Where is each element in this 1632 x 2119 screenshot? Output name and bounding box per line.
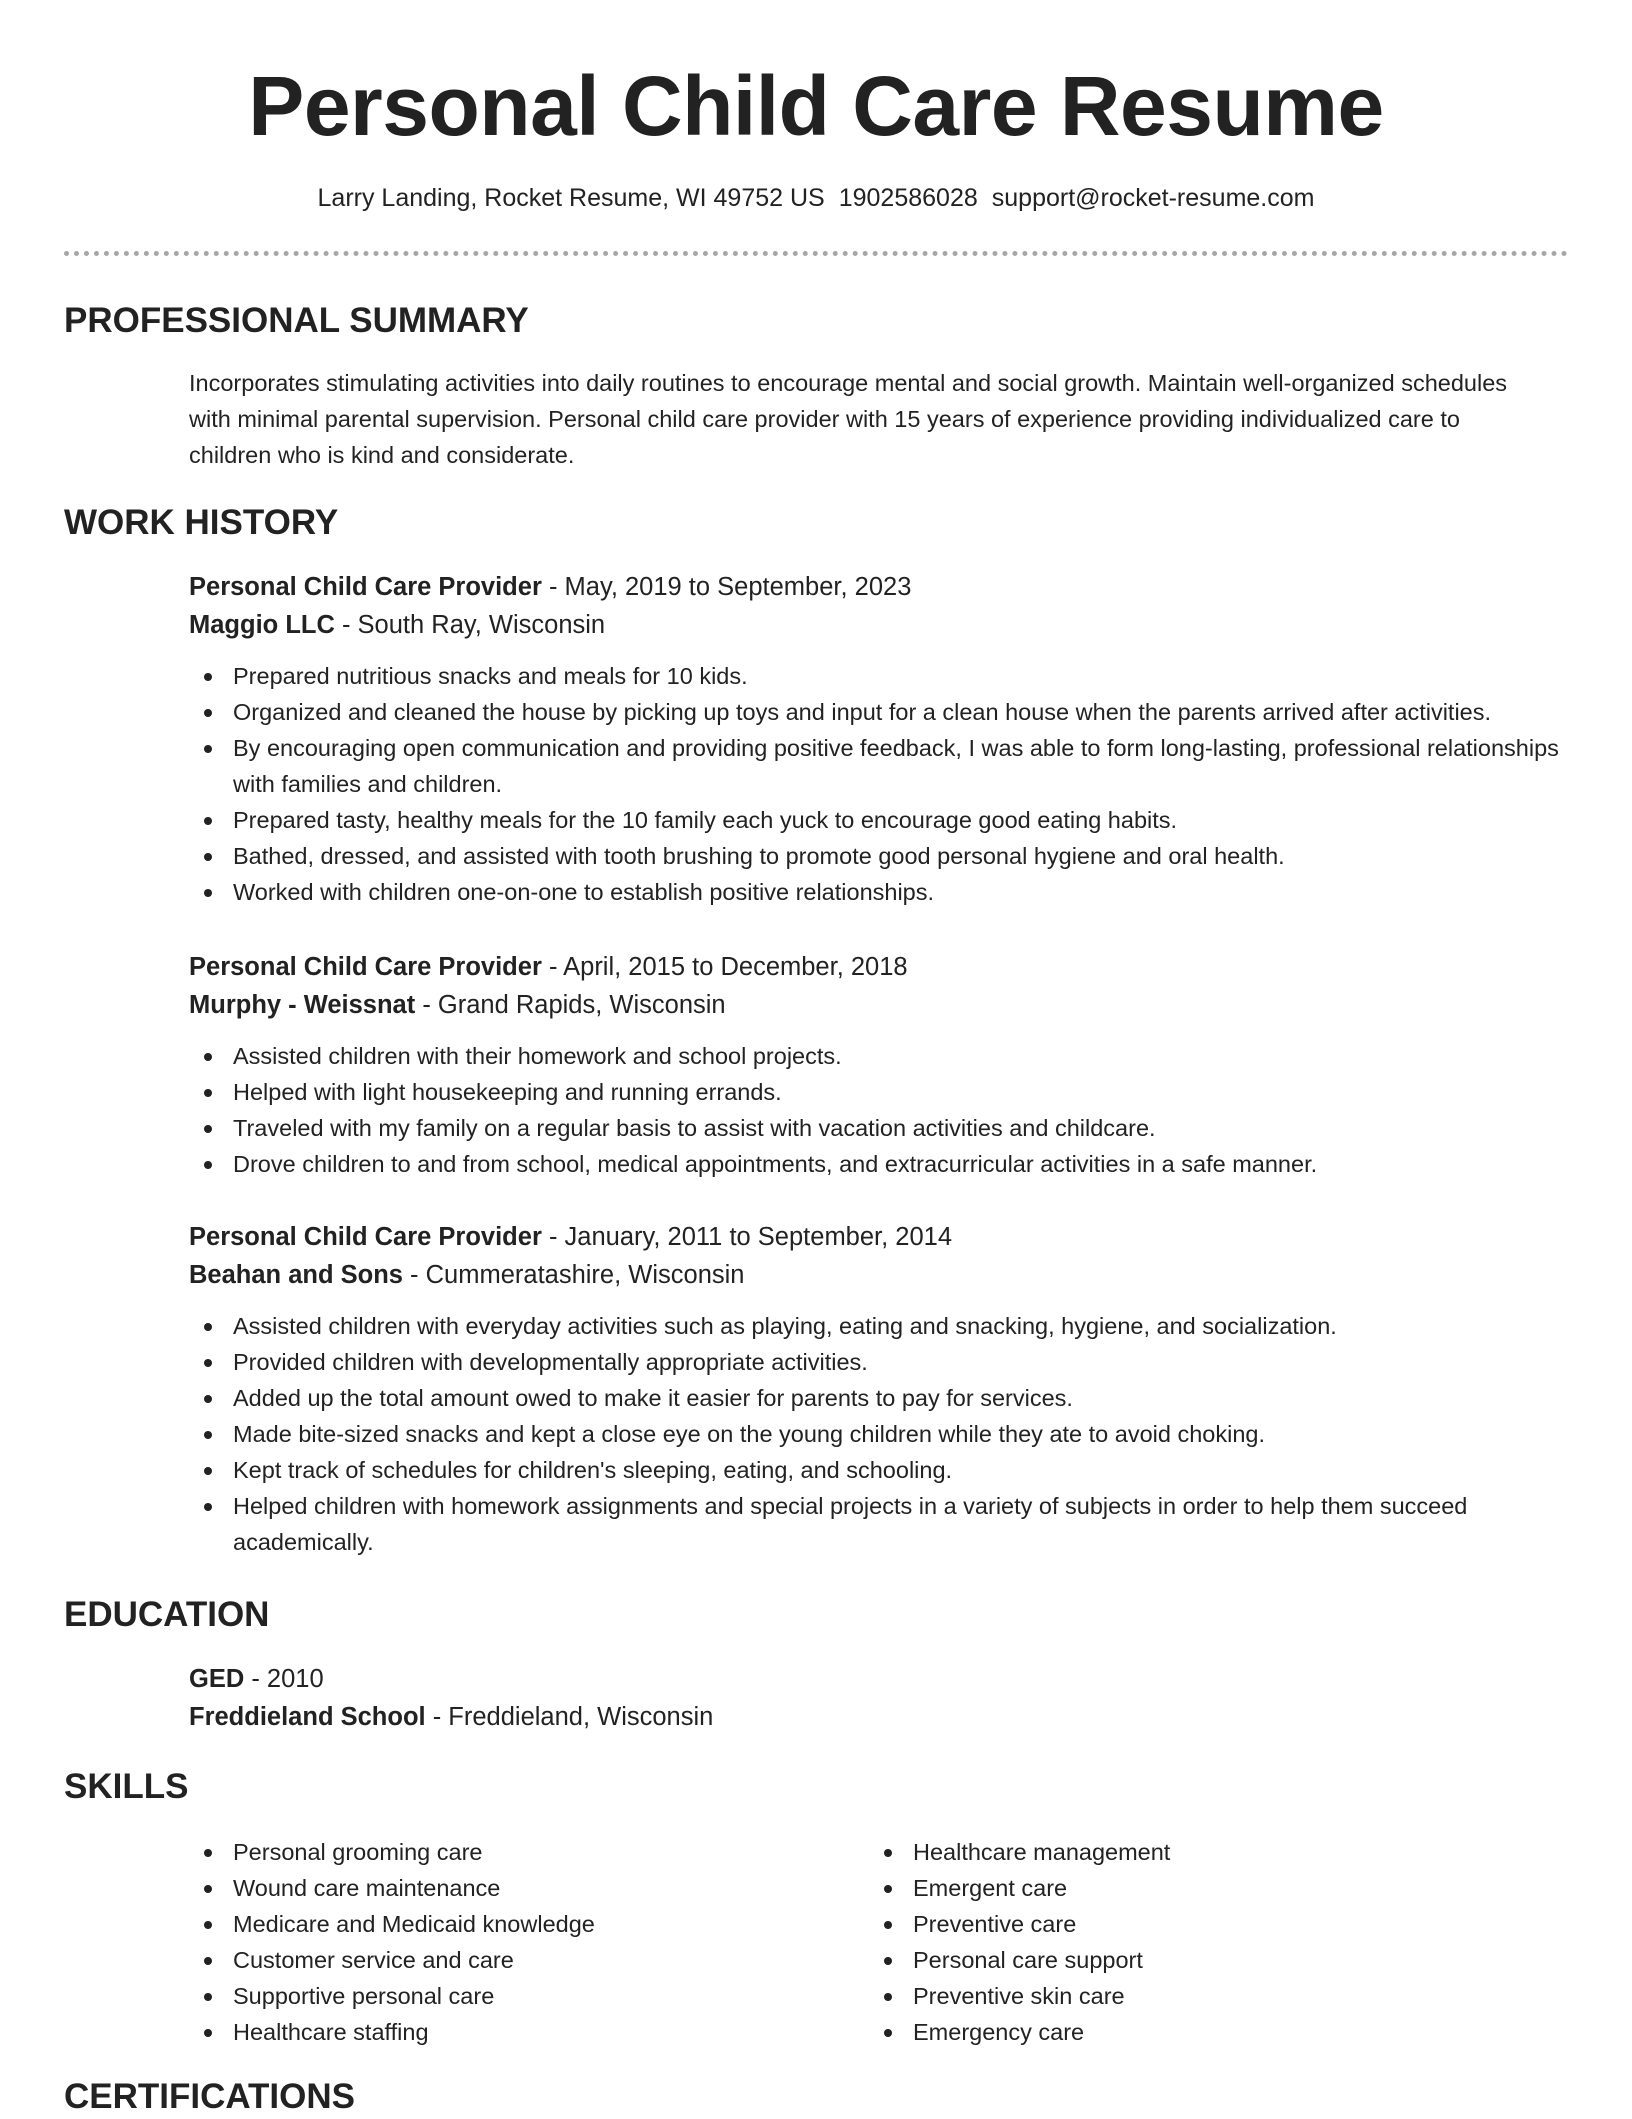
skill-item: Healthcare management: [869, 1834, 1513, 1870]
education-location: - Freddieland, Wisconsin: [425, 1703, 714, 1731]
skill-item: Emergent care: [869, 1870, 1513, 1906]
job-company: Murphy - Weissnat: [189, 991, 416, 1019]
skill-item: Supportive personal care: [189, 1978, 833, 2014]
job-bullet: Made bite-sized snacks and kept a close eye on the young children while they ate to avoid choking.: [189, 1416, 1599, 1452]
job-bullet: Helped children with homework assignments and special projects in a variety of subjects in order to help them succeed academically.: [189, 1488, 1599, 1560]
job-entry: [189, 1218, 1589, 1560]
resume-title: Personal Child Care Resume: [248, 59, 1384, 153]
job-title: Personal Child Care Provider: [189, 1223, 542, 1251]
section-heading-work-history: WORK HISTORY: [64, 503, 339, 542]
section-heading-summary: PROFESSIONAL SUMMARY: [64, 301, 529, 340]
job-bullet: Drove children to and from school, medical appointments, and extracurricular activities in a safe manner.: [189, 1146, 1599, 1182]
contact-phone: 1902586028: [838, 184, 978, 212]
job-title-line: [189, 948, 1589, 986]
job-bullet: Assisted children with their homework and school projects.: [189, 1038, 1599, 1074]
contact-line: [0, 182, 1632, 214]
skill-item: Customer service and care: [189, 1942, 833, 1978]
job-bullet: Traveled with my family on a regular basis to assist with vacation activities and childcare.: [189, 1110, 1599, 1146]
job-bullet: Added up the total amount owed to make it easier for parents to pay for services.: [189, 1380, 1599, 1416]
job-bullet: Assisted children with everyday activities such as playing, eating and snacking, hygiene, and socialization.: [189, 1308, 1599, 1344]
summary-text: Incorporates stimulating activities into daily routines to encourage mental and social growth. Maintain well-organized schedules with minimal parental supervision. Personal child care provider with 15 years of experience providing individualized care to children who is kind and considerate.: [189, 370, 1508, 468]
job-location: - Grand Rapids, Wisconsin: [415, 991, 726, 1019]
job-dates: - May, 2019 to September, 2023: [541, 573, 912, 601]
job-bullet: Prepared nutritious snacks and meals for 10 kids.: [189, 658, 1599, 694]
education-school: Freddieland School: [189, 1703, 426, 1731]
job-title-line: [189, 568, 1589, 606]
job-bullet: Worked with children one-on-one to establish positive relationships.: [189, 874, 1599, 910]
skills-column-right: [869, 1834, 1513, 2050]
job-bullet: Bathed, dressed, and assisted with tooth brushing to promote good personal hygiene and oral health.: [189, 838, 1599, 874]
skill-item: Personal care support: [869, 1942, 1513, 1978]
skills-column-left: [189, 1834, 833, 2050]
skill-item: Personal grooming care: [189, 1834, 833, 1870]
education-entry: [189, 1660, 1589, 1736]
job-entry: [189, 948, 1589, 1182]
job-dates: - January, 2011 to September, 2014: [541, 1223, 953, 1251]
education-year: - 2010: [244, 1665, 324, 1693]
job-title: Personal Child Care Provider: [189, 953, 542, 981]
job-company: Maggio LLC: [189, 611, 335, 639]
skill-item: Healthcare staffing: [189, 2014, 833, 2050]
skill-item: Preventive skin care: [869, 1978, 1513, 2014]
section-heading-education: EDUCATION: [64, 1595, 270, 1634]
section-heading-certifications: CERTIFICATIONS: [64, 2077, 356, 2116]
skill-item: Emergency care: [869, 2014, 1513, 2050]
job-company-line: [189, 606, 1589, 644]
education-degree-line: [189, 1660, 1589, 1698]
education-degree: GED: [189, 1665, 245, 1693]
job-company-line: [189, 1256, 1589, 1294]
job-bullets: [189, 1308, 1589, 1560]
job-company: Beahan and Sons: [189, 1261, 403, 1289]
job-bullets: [189, 1038, 1589, 1182]
skill-item: Preventive care: [869, 1906, 1513, 1942]
job-entry: [189, 568, 1589, 910]
job-bullet: Provided children with developmentally appropriate activities.: [189, 1344, 1599, 1380]
job-bullet: Helped with light housekeeping and running errands.: [189, 1074, 1599, 1110]
section-heading-skills: SKILLS: [64, 1767, 189, 1806]
job-location: - Cummeratashire, Wisconsin: [402, 1261, 745, 1289]
job-bullets: [189, 658, 1589, 910]
contact-address: Larry Landing, Rocket Resume, WI 49752 US: [317, 184, 825, 212]
job-bullet: Prepared tasty, healthy meals for the 10 family each yuck to encourage good eating habits.: [189, 802, 1599, 838]
job-title-line: [189, 1218, 1589, 1256]
job-dates: - April, 2015 to December, 2018: [541, 953, 908, 981]
job-bullet: Kept track of schedules for children's sleeping, eating, and schooling.: [189, 1452, 1599, 1488]
job-bullet: By encouraging open communication and providing positive feedback, I was able to form long-lasting, professional relationships with families and children.: [189, 730, 1599, 802]
education-school-line: [189, 1698, 1589, 1736]
job-location: - South Ray, Wisconsin: [334, 611, 606, 639]
job-company-line: [189, 986, 1589, 1024]
contact-email: support@rocket-resume.com: [991, 184, 1315, 212]
skill-item: Medicare and Medicaid knowledge: [189, 1906, 833, 1942]
header-divider: [64, 251, 1568, 256]
job-bullet: Organized and cleaned the house by picking up toys and input for a clean house when the parents arrived after activities.: [189, 694, 1599, 730]
job-title: Personal Child Care Provider: [189, 573, 542, 601]
skill-item: Wound care maintenance: [189, 1870, 833, 1906]
